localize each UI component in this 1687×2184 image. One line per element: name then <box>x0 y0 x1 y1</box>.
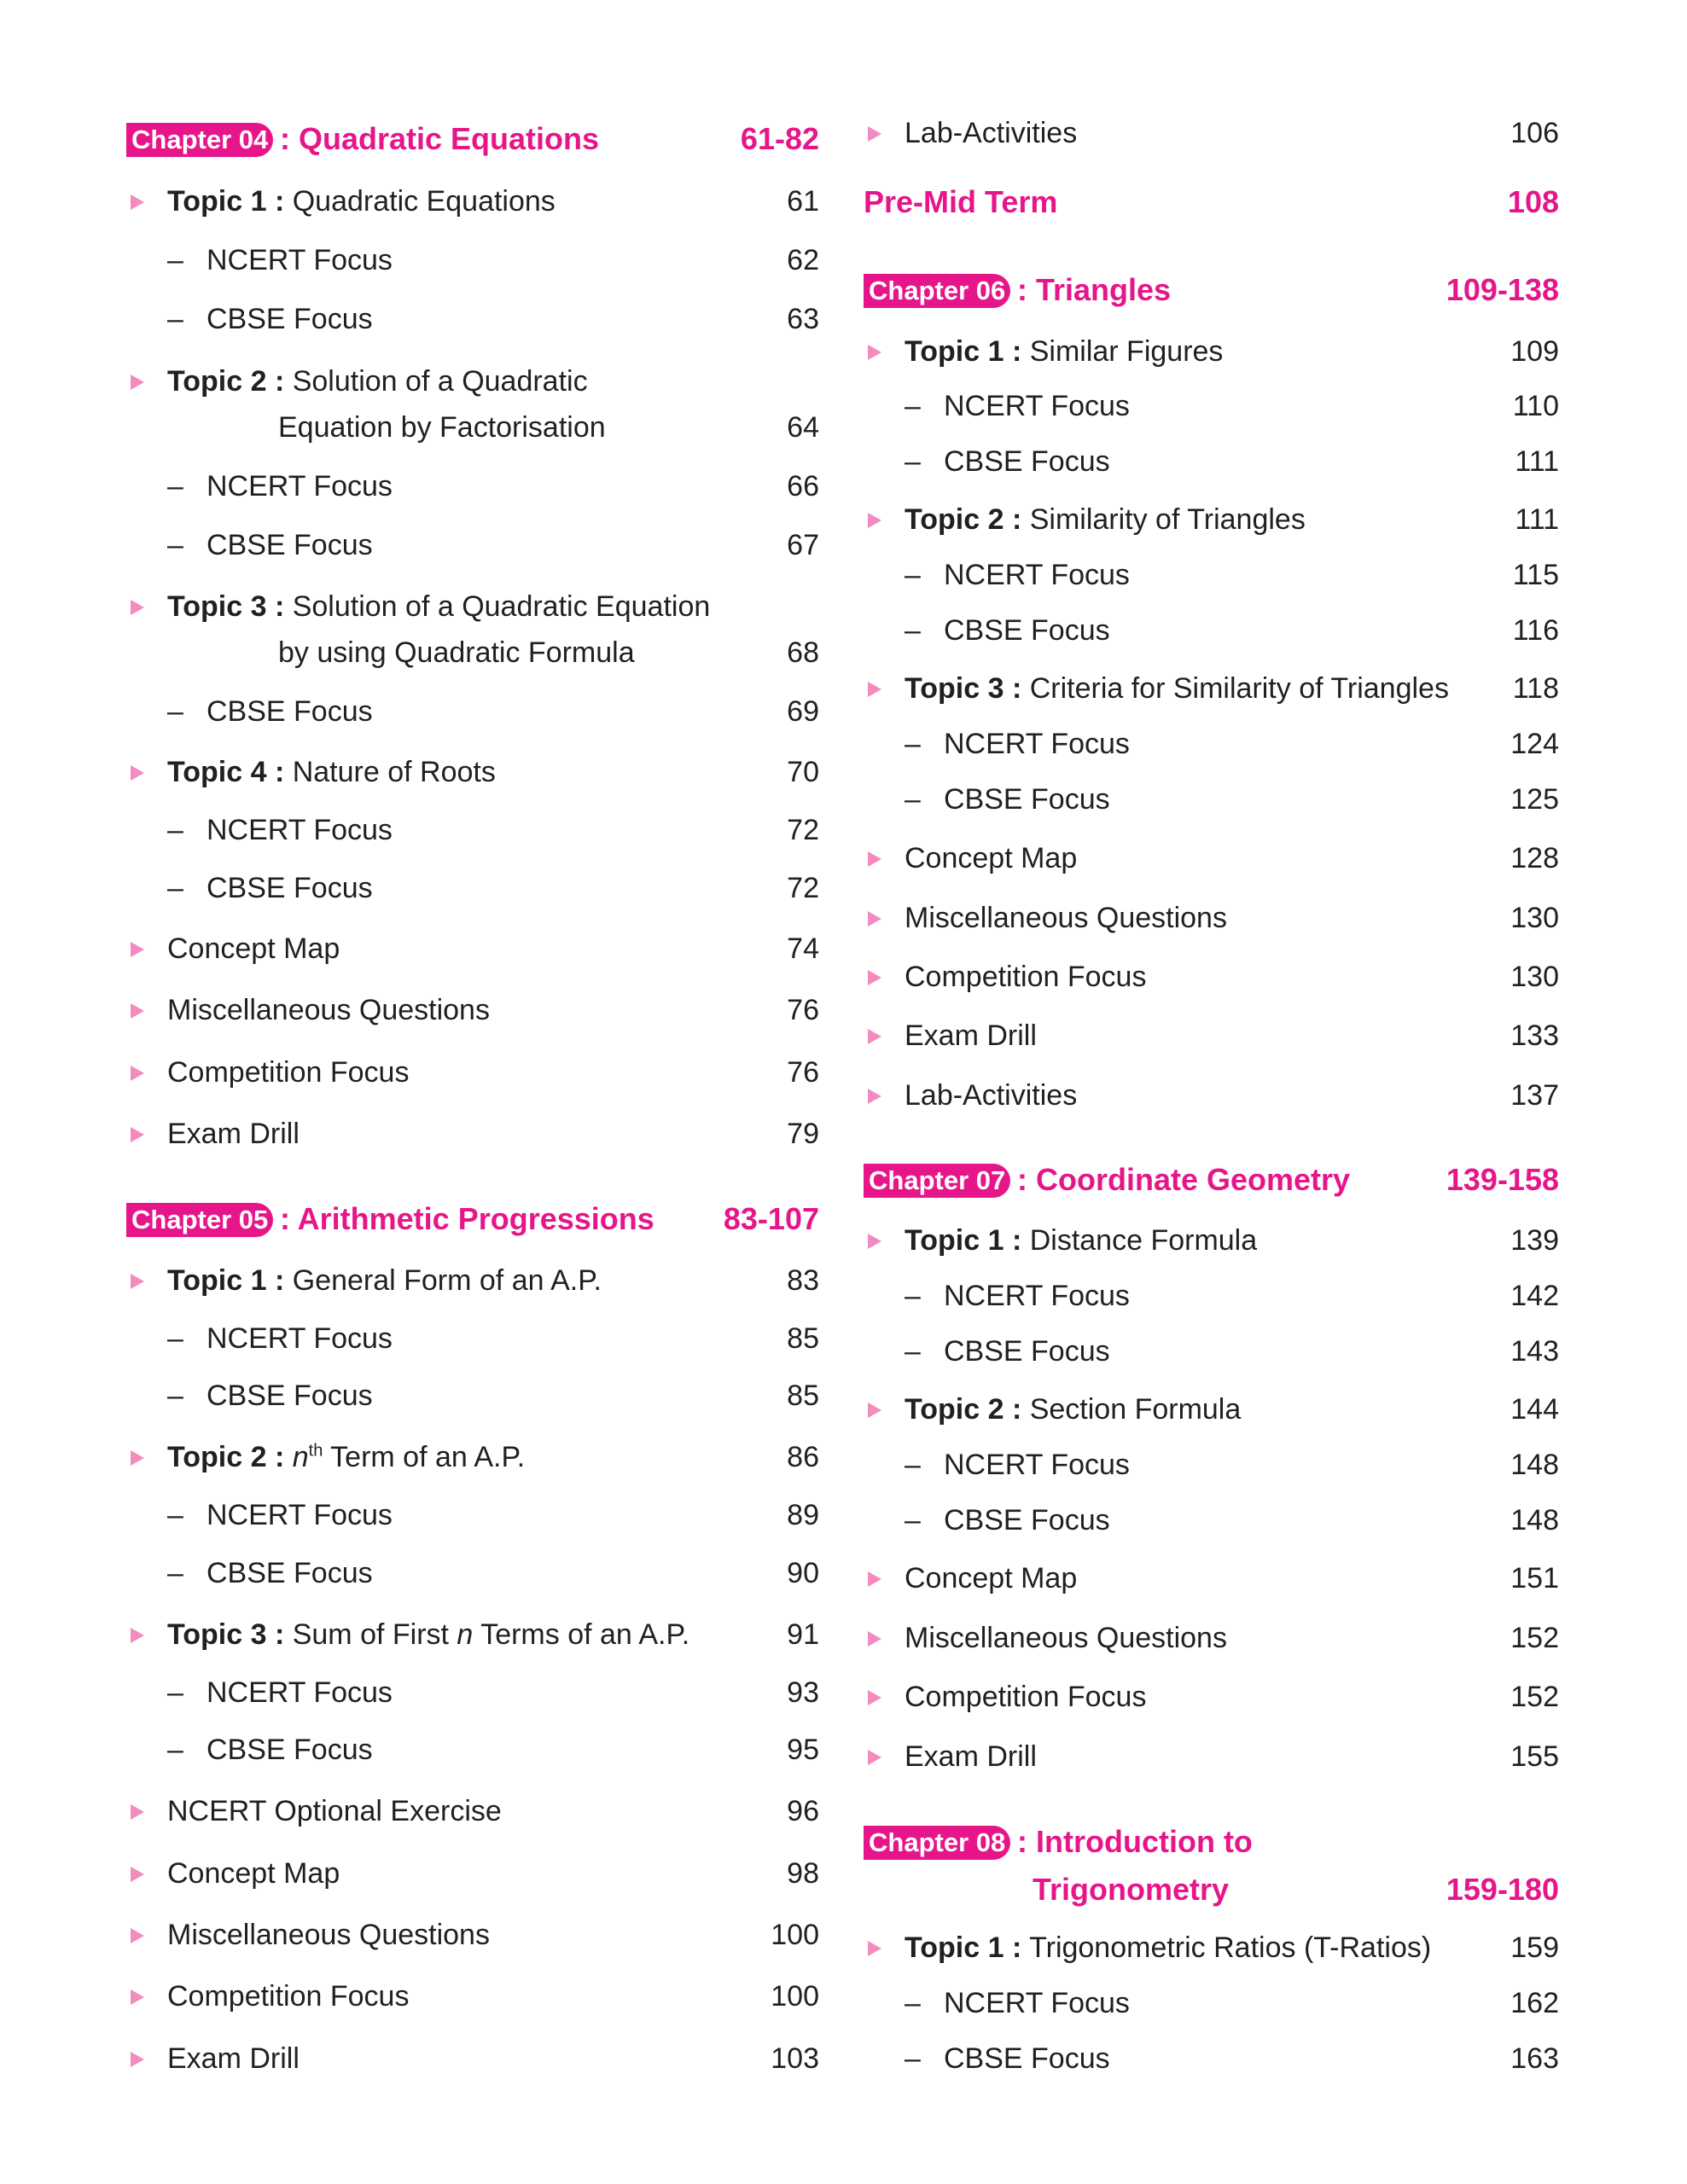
dash-icon: – <box>905 1280 921 1312</box>
page-number: 144 <box>1510 1393 1559 1426</box>
page-number: 72 <box>787 872 819 904</box>
section-row[interactable] <box>864 1674 1559 1720</box>
section-row[interactable] <box>126 926 819 972</box>
bullet-triangle-icon <box>131 1867 144 1882</box>
chapter-page-range: 83-107 <box>723 1201 819 1236</box>
subtopic-row[interactable] <box>126 865 819 911</box>
toc-right-column <box>864 0 1559 2184</box>
topic-title: Quadratic Equations <box>292 185 556 218</box>
subtopic-label: CBSE Focus <box>944 614 1110 647</box>
topic-title: Trigonometric Ratios (T-Ratios) <box>1029 1931 1432 1964</box>
page-number: 108 <box>1507 184 1559 219</box>
topic-row[interactable] <box>126 178 819 224</box>
topic-row[interactable] <box>126 1258 819 1304</box>
page-number: 103 <box>771 2042 819 2075</box>
subtopic-label: CBSE Focus <box>207 872 373 904</box>
subtopic-label: NCERT Focus <box>944 1280 1130 1312</box>
bullet-triangle-icon <box>868 1690 881 1705</box>
subtopic-row[interactable] <box>864 383 1559 429</box>
dash-icon: – <box>905 390 921 422</box>
bullet-triangle-icon <box>131 2052 144 2067</box>
topic-title: Term of an A.P. <box>330 1441 526 1473</box>
page-number: 76 <box>787 1056 819 1089</box>
section-row[interactable] <box>126 2036 819 2082</box>
topic-label: Topic 2 : <box>905 503 1022 536</box>
subtopic-row[interactable] <box>126 237 819 283</box>
subtopic-label: CBSE Focus <box>944 2042 1110 2075</box>
page-number: 76 <box>787 994 819 1026</box>
section-label: Competition Focus <box>167 1056 410 1089</box>
section-label: Exam Drill <box>167 2042 300 2075</box>
subtopic-row[interactable] <box>126 1670 819 1716</box>
page-number: 74 <box>787 932 819 965</box>
section-row[interactable] <box>126 987 819 1033</box>
subtopic-row[interactable] <box>864 776 1559 822</box>
section-label: Competition Focus <box>167 1980 410 2013</box>
subtopic-label: NCERT Focus <box>944 1449 1130 1481</box>
section-label: Concept Map <box>167 1857 340 1890</box>
bullet-triangle-icon <box>868 1571 881 1587</box>
dash-icon: – <box>167 872 183 904</box>
topic-label: Topic 1 : <box>905 1931 1022 1964</box>
section-label: Concept Map <box>167 932 340 965</box>
page-number: 79 <box>787 1118 819 1150</box>
bullet-triangle-icon <box>868 851 881 867</box>
page-number: 143 <box>1510 1335 1559 1368</box>
section-row[interactable] <box>864 1615 1559 1661</box>
page-number: 152 <box>1510 1681 1559 1713</box>
dash-icon: – <box>167 1557 183 1589</box>
chapter-badge: Chapter 05 <box>126 1203 273 1237</box>
chapter-05-heading[interactable] <box>126 1196 819 1242</box>
topic-label: Topic 1 : <box>905 335 1022 368</box>
subtopic-label: NCERT Focus <box>207 244 393 276</box>
bullet-triangle-icon <box>131 1804 144 1820</box>
section-row[interactable] <box>126 1049 819 1095</box>
page-number: 70 <box>787 756 819 788</box>
page-number: 125 <box>1510 783 1559 816</box>
section-row[interactable] <box>864 954 1559 1000</box>
subtopic-label: NCERT Focus <box>944 728 1130 760</box>
subtopic-row[interactable] <box>126 1492 819 1538</box>
topic-row[interactable] <box>126 749 819 795</box>
subtopic-row[interactable] <box>864 1328 1559 1374</box>
subtopic-label: CBSE Focus <box>207 303 373 335</box>
section-label: Competition Focus <box>905 1681 1147 1713</box>
dash-icon: – <box>905 728 921 760</box>
topic-title: Section Formula <box>1029 1393 1242 1426</box>
section-label: NCERT Optional Exercise <box>167 1795 502 1827</box>
section-label: Concept Map <box>905 842 1078 874</box>
heading-title: Pre-Mid Term <box>864 184 1058 219</box>
page-number: 96 <box>787 1795 819 1827</box>
section-label: Miscellaneous Questions <box>905 902 1227 934</box>
page-number: 106 <box>1510 117 1559 149</box>
dash-icon: – <box>905 559 921 591</box>
topic-title: Solution of a Quadratic Equation <box>292 590 711 623</box>
subtopic-label: CBSE Focus <box>944 783 1110 816</box>
page-number: 128 <box>1510 842 1559 874</box>
section-row[interactable] <box>864 835 1559 881</box>
section-label: Lab-Activities <box>905 1079 1078 1112</box>
subtopic-row[interactable] <box>864 1980 1559 2026</box>
topic-title: Criteria for Similarity of Triangles <box>1029 672 1449 705</box>
section-row[interactable] <box>864 1013 1559 1059</box>
dash-icon: – <box>167 303 183 335</box>
bullet-triangle-icon <box>868 1941 881 1956</box>
subtopic-label: CBSE Focus <box>207 1557 373 1589</box>
page-number: 90 <box>787 1557 819 1589</box>
section-row[interactable] <box>126 1788 819 1834</box>
topic-row[interactable] <box>864 1217 1559 1263</box>
subtopic-label: NCERT Focus <box>944 1987 1130 2019</box>
chapter-title: : Quadratic Equations <box>280 121 600 156</box>
page-number: 133 <box>1510 1019 1559 1052</box>
bullet-triangle-icon <box>868 1750 881 1765</box>
dash-icon: – <box>167 1676 183 1709</box>
topic-label: Topic 4 : <box>167 756 285 788</box>
pre-mid-term-heading[interactable] <box>864 179 1559 225</box>
chapter-page-range: 109-138 <box>1446 272 1559 307</box>
topic-title-rest: Terms of an A.P. <box>480 1618 690 1651</box>
page-number: 110 <box>1512 390 1559 422</box>
bullet-triangle-icon <box>131 1003 144 1019</box>
subtopic-row[interactable] <box>126 688 819 735</box>
subtopic-row[interactable] <box>126 522 819 568</box>
chapter-title: : Introduction to <box>1017 1824 1253 1859</box>
subtopic-label: CBSE Focus <box>207 1380 373 1412</box>
bullet-triangle-icon <box>868 1234 881 1249</box>
page-number: 68 <box>787 636 819 669</box>
section-row[interactable] <box>126 1973 819 2019</box>
chapter-page-range: 139-158 <box>1446 1162 1559 1197</box>
page-number: 139 <box>1510 1224 1559 1257</box>
page-number: 130 <box>1510 961 1559 993</box>
topic-title: Sum of First <box>292 1618 449 1651</box>
topic-label: Topic 1 : <box>167 1264 285 1297</box>
subtopic-label: NCERT Focus <box>207 1322 393 1355</box>
subtopic-row[interactable] <box>864 1442 1559 1488</box>
bullet-triangle-icon <box>868 970 881 985</box>
page-number: 116 <box>1512 614 1559 647</box>
dash-icon: – <box>905 2042 921 2075</box>
subtopic-row[interactable] <box>864 1497 1559 1543</box>
section-label: Exam Drill <box>905 1019 1037 1052</box>
topic-label: Topic 2 : <box>905 1393 1022 1426</box>
chapter-page-range: 159-180 <box>1446 1872 1559 1907</box>
subtopic-label: NCERT Focus <box>207 1676 393 1709</box>
dash-icon: – <box>905 1504 921 1536</box>
section-row[interactable] <box>864 1734 1559 1780</box>
chapter-page-range: 61-82 <box>740 121 819 156</box>
subtopic-row[interactable] <box>864 721 1559 767</box>
topic-title: Similar Figures <box>1029 335 1224 368</box>
topic-label: Topic 3 : <box>167 1618 285 1651</box>
subtopic-row[interactable] <box>864 2036 1559 2082</box>
section-label: Exam Drill <box>905 1740 1037 1773</box>
page-number: 93 <box>787 1676 819 1709</box>
bullet-triangle-icon <box>868 1089 881 1104</box>
section-label: Miscellaneous Questions <box>167 994 490 1026</box>
bullet-triangle-icon <box>131 1628 144 1643</box>
page-number: 162 <box>1510 1987 1559 2019</box>
page-number: 67 <box>787 529 819 561</box>
bullet-triangle-icon <box>868 513 881 528</box>
bullet-triangle-icon <box>131 1928 144 1943</box>
dash-icon: – <box>167 814 183 846</box>
page-number: 130 <box>1510 902 1559 934</box>
dash-icon: – <box>905 783 921 816</box>
dash-icon: – <box>167 1322 183 1355</box>
page-number: 124 <box>1510 728 1559 760</box>
subtopic-label: CBSE Focus <box>944 445 1110 478</box>
topic-row[interactable] <box>126 1434 819 1480</box>
section-row[interactable] <box>864 895 1559 941</box>
subtopic-label: CBSE Focus <box>207 695 373 728</box>
subtopic-row[interactable] <box>126 1316 819 1362</box>
section-label: Exam Drill <box>167 1118 300 1150</box>
subtopic-row[interactable] <box>126 463 819 509</box>
topic-row[interactable] <box>126 358 819 444</box>
page-number: 142 <box>1510 1280 1559 1312</box>
page-number: 66 <box>787 470 819 502</box>
page-number: 111 <box>1515 445 1559 478</box>
bullet-triangle-icon <box>131 1989 144 2005</box>
topic-label: Topic 2 : <box>167 365 285 398</box>
chapter-title-continued: Trigonometry <box>1033 1872 1230 1907</box>
subtopic-label: NCERT Focus <box>207 1499 393 1531</box>
topic-title: Nature of Roots <box>292 756 496 788</box>
page-number: 151 <box>1510 1562 1559 1594</box>
bullet-triangle-icon <box>131 942 144 957</box>
chapter-08-heading[interactable] <box>864 1819 1559 1913</box>
page-number: 148 <box>1510 1504 1559 1536</box>
bullet-triangle-icon <box>868 345 881 360</box>
page-number: 100 <box>771 1980 819 2013</box>
subtopic-row[interactable] <box>864 607 1559 653</box>
dash-icon: – <box>905 1449 921 1481</box>
bullet-triangle-icon <box>131 1450 144 1466</box>
bullet-triangle-icon <box>131 765 144 781</box>
page-number: 63 <box>787 303 819 335</box>
section-label: Lab-Activities <box>905 117 1078 149</box>
dash-icon: – <box>167 1734 183 1766</box>
page-number: 111 <box>1515 503 1559 536</box>
page-number: 118 <box>1512 672 1559 705</box>
chapter-title: : Coordinate Geometry <box>1017 1162 1351 1197</box>
page-number: 89 <box>787 1499 819 1531</box>
section-row[interactable] <box>126 1850 819 1896</box>
subtopic-row[interactable] <box>126 1550 819 1596</box>
chapter-badge: Chapter 07 <box>864 1164 1010 1198</box>
subtopic-row[interactable] <box>864 552 1559 598</box>
section-row[interactable] <box>864 110 1559 156</box>
topic-label: Topic 3 : <box>167 590 285 623</box>
topic-title: Similarity of Triangles <box>1029 503 1306 536</box>
subtopic-label: CBSE Focus <box>207 529 373 561</box>
subtopic-row[interactable] <box>864 439 1559 485</box>
page-number: 62 <box>787 244 819 276</box>
topic-title-continued: by using Quadratic Formula <box>278 636 635 669</box>
subtopic-row[interactable] <box>126 296 819 342</box>
dash-icon: – <box>167 1380 183 1412</box>
topic-row[interactable] <box>864 328 1559 375</box>
subtopic-row[interactable] <box>126 1373 819 1419</box>
topic-label: Topic 1 : <box>167 185 285 218</box>
page-number: 148 <box>1510 1449 1559 1481</box>
section-row[interactable] <box>126 1912 819 1958</box>
bullet-triangle-icon <box>131 1127 144 1142</box>
bullet-triangle-icon <box>131 195 144 210</box>
page-number: 115 <box>1512 559 1559 591</box>
bullet-triangle-icon <box>868 682 881 697</box>
section-row[interactable] <box>864 1555 1559 1601</box>
bullet-triangle-icon <box>131 1274 144 1289</box>
bullet-triangle-icon <box>868 126 881 142</box>
dash-icon: – <box>905 614 921 647</box>
section-label: Concept Map <box>905 1562 1078 1594</box>
topic-row[interactable] <box>126 584 819 669</box>
topic-row[interactable] <box>864 665 1559 712</box>
subtopic-label: NCERT Focus <box>944 559 1130 591</box>
page-number: 83 <box>787 1264 819 1297</box>
topic-title: Distance Formula <box>1029 1224 1258 1257</box>
chapter-06-heading[interactable] <box>864 267 1559 313</box>
page-number: 100 <box>771 1919 819 1951</box>
topic-label: Topic 3 : <box>905 672 1022 705</box>
toc-left-column <box>126 0 819 2184</box>
chapter-badge: Chapter 06 <box>864 274 1010 308</box>
math-n: n <box>292 1441 309 1473</box>
page-number: 95 <box>787 1734 819 1766</box>
bullet-triangle-icon <box>131 600 144 615</box>
topic-title: General Form of an A.P. <box>292 1264 602 1297</box>
subtopic-label: CBSE Focus <box>207 1734 373 1766</box>
page-number: 163 <box>1510 2042 1559 2075</box>
section-label: Competition Focus <box>905 961 1147 993</box>
section-label: Miscellaneous Questions <box>167 1919 490 1951</box>
subtopic-row[interactable] <box>126 807 819 853</box>
page-number: 61 <box>787 185 819 218</box>
dash-icon: – <box>167 1499 183 1531</box>
chapter-04-heading[interactable] <box>126 116 819 162</box>
dash-icon: – <box>167 695 183 728</box>
page-number: 69 <box>787 695 819 728</box>
bullet-triangle-icon <box>868 1029 881 1044</box>
page-number: 91 <box>787 1618 819 1651</box>
subtopic-row[interactable] <box>864 1273 1559 1319</box>
dash-icon: – <box>167 470 183 502</box>
bullet-triangle-icon <box>131 1066 144 1081</box>
page-number: 85 <box>787 1380 819 1412</box>
subtopic-label: NCERT Focus <box>944 390 1130 422</box>
subtopic-label: CBSE Focus <box>944 1335 1110 1368</box>
chapter-badge: Chapter 08 <box>864 1826 1010 1860</box>
topic-label: Topic 1 : <box>905 1224 1022 1257</box>
chapter-title: : Triangles <box>1017 272 1172 307</box>
subtopic-label: NCERT Focus <box>207 814 393 846</box>
bullet-triangle-icon <box>868 1631 881 1647</box>
page-number: 64 <box>787 411 819 444</box>
math-n: n <box>457 1618 474 1651</box>
topic-row[interactable] <box>864 1925 1559 1971</box>
section-label: Miscellaneous Questions <box>905 1622 1227 1654</box>
dash-icon: – <box>167 529 183 561</box>
page-number: 159 <box>1510 1931 1559 1964</box>
dash-icon: – <box>905 1987 921 2019</box>
page-number: 98 <box>787 1857 819 1890</box>
subtopic-row[interactable] <box>126 1727 819 1773</box>
dash-icon: – <box>905 445 921 478</box>
topic-row[interactable] <box>126 1612 819 1658</box>
bullet-triangle-icon <box>131 375 144 390</box>
chapter-badge: Chapter 04 <box>126 123 273 157</box>
page-number: 86 <box>787 1441 819 1473</box>
topic-row[interactable] <box>864 1386 1559 1432</box>
page-number: 137 <box>1510 1079 1559 1112</box>
topic-title-continued: Equation by Factorisation <box>278 411 606 444</box>
subtopic-label: NCERT Focus <box>207 470 393 502</box>
topic-label: Topic 2 : <box>167 1441 285 1473</box>
page-number: 155 <box>1510 1740 1559 1773</box>
subtopic-label: CBSE Focus <box>944 1504 1110 1536</box>
section-row[interactable] <box>864 1072 1559 1118</box>
page-number: 72 <box>787 814 819 846</box>
chapter-title: : Arithmetic Progressions <box>280 1201 654 1236</box>
bullet-triangle-icon <box>868 1403 881 1418</box>
page-number: 109 <box>1510 335 1559 368</box>
bullet-triangle-icon <box>868 911 881 926</box>
topic-title: Solution of a Quadratic <box>292 365 588 398</box>
page-number: 85 <box>787 1322 819 1355</box>
section-row[interactable] <box>126 1111 819 1157</box>
topic-row[interactable] <box>864 497 1559 543</box>
superscript-th: th <box>308 1441 323 1461</box>
dash-icon: – <box>905 1335 921 1368</box>
dash-icon: – <box>167 244 183 276</box>
chapter-07-heading[interactable] <box>864 1157 1559 1203</box>
page-number: 152 <box>1510 1622 1559 1654</box>
